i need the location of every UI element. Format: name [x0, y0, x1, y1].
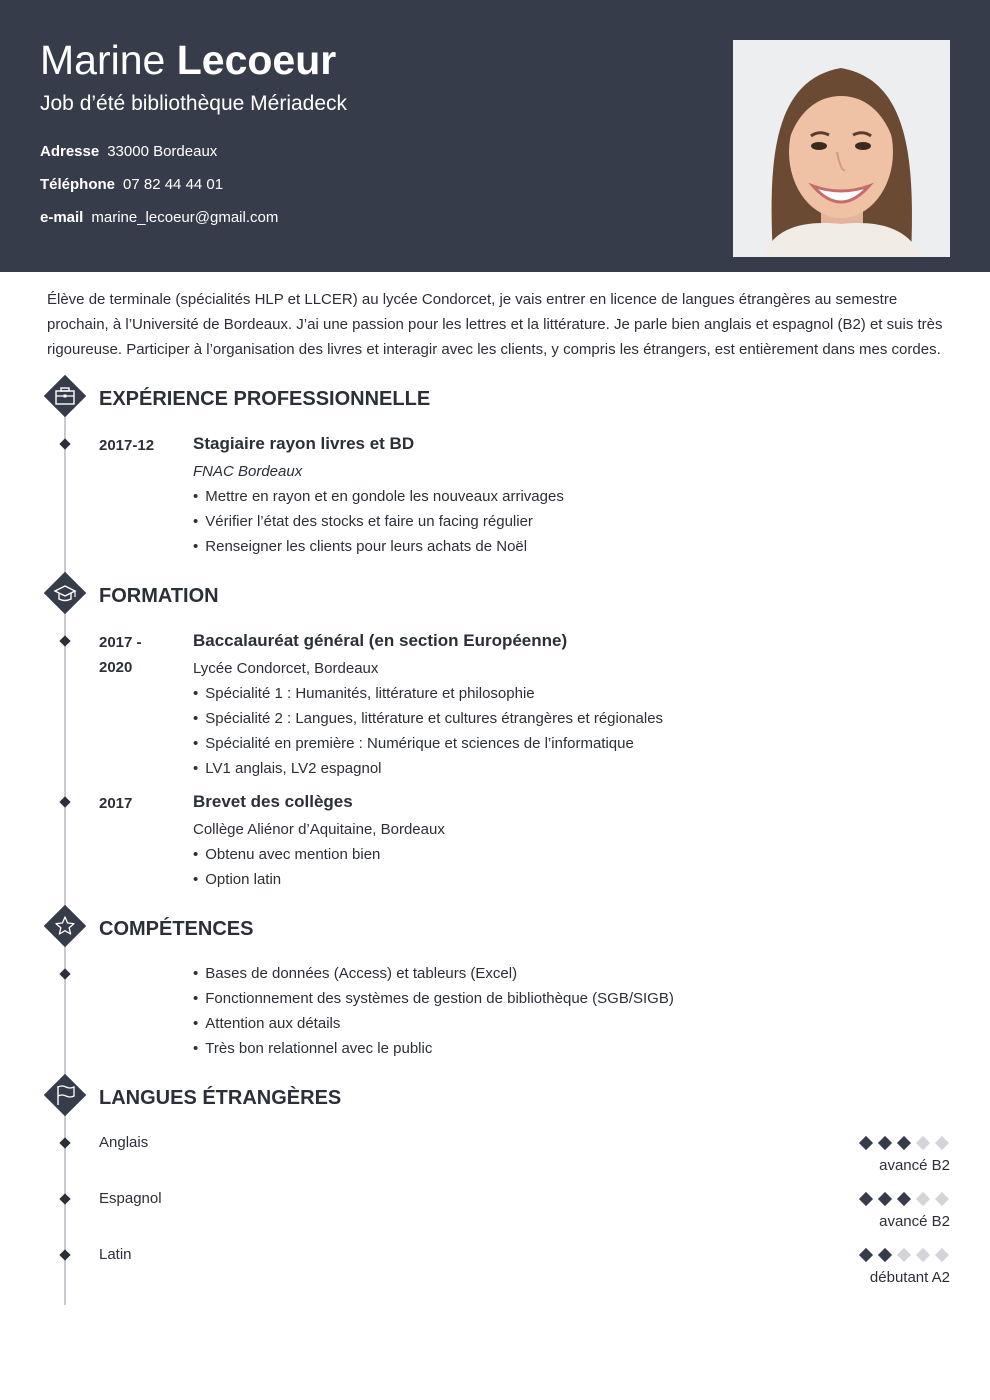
timeline-dot — [59, 1248, 71, 1260]
list-item: • Obtenu avec mention bien — [193, 842, 380, 867]
timeline-dot — [59, 634, 71, 646]
contact-phone — [40, 175, 223, 195]
contact-label: e-mail — [40, 209, 84, 226]
rating-diamond-filled — [859, 1136, 873, 1150]
language-level: avancé B2 — [879, 1157, 950, 1174]
timeline-line — [64, 398, 66, 1305]
list-item: • Vérifier l’état des stocks et faire un facing régulier — [193, 509, 564, 534]
entry-bullets — [193, 842, 380, 892]
candidate-name — [40, 36, 336, 84]
resume-header — [0, 0, 990, 272]
language-rating — [857, 1190, 952, 1208]
list-item: • Fonctionnement des systèmes de gestion de bibliothèque (SGB/SIGB) — [193, 986, 674, 1011]
section-title-skills: COMPÉTENCES — [99, 918, 254, 940]
entry-bullets — [193, 484, 564, 559]
list-item: • Spécialité 1 : Humanités, littérature et philosophie — [193, 681, 663, 706]
entry-organization: Lycée Condorcet, Bordeaux — [193, 660, 379, 677]
entry-date — [99, 630, 142, 680]
rating-diamond-empty — [935, 1248, 949, 1262]
star-icon — [44, 905, 86, 947]
list-item: • Option latin — [193, 867, 380, 892]
entry-title: Baccalauréat général (en section Européenne) — [193, 631, 568, 650]
first-name: Marine — [40, 37, 166, 83]
entry-organization: Collège Aliénor d’Aquitaine, Bordeaux — [193, 821, 445, 838]
timeline-dot — [59, 795, 71, 807]
contact-email — [40, 208, 278, 228]
date-end: 2020 — [99, 659, 133, 676]
rating-diamonds — [857, 1134, 952, 1152]
rating-diamond-empty — [916, 1136, 930, 1150]
rating-diamonds — [857, 1246, 952, 1264]
section-title-languages: LANGUES ÉTRANGÈRES — [99, 1087, 342, 1109]
skills-list — [193, 961, 674, 1061]
profile-photo — [733, 40, 950, 257]
language-rating — [857, 1246, 952, 1264]
rating-diamond-filled — [859, 1248, 873, 1262]
contact-address — [40, 142, 217, 162]
list-item: • Bases de données (Access) et tableurs (Excel) — [193, 961, 674, 986]
entry-title: Brevet des collèges — [193, 792, 353, 811]
language-name: Espagnol — [99, 1190, 162, 1207]
entry-date: 2017-12 — [99, 437, 155, 454]
list-item: • Spécialité en première : Numérique et sciences de l’informatique — [193, 731, 663, 756]
language-name: Latin — [99, 1246, 132, 1263]
entry-organization: FNAC Bordeaux — [193, 463, 303, 480]
contact-value[interactable]: marine_lecoeur@gmail.com — [91, 209, 279, 226]
entry-date: 2017 — [99, 795, 133, 812]
rating-diamond-filled — [878, 1192, 892, 1206]
list-item: • Attention aux détails — [193, 1011, 674, 1036]
timeline-dot — [59, 437, 71, 449]
rating-diamond-filled — [859, 1192, 873, 1206]
briefcase-icon — [44, 375, 86, 417]
rating-diamond-empty — [935, 1136, 949, 1150]
language-rating — [857, 1134, 952, 1152]
entry-bullets — [193, 681, 663, 781]
language-level: débutant A2 — [869, 1269, 950, 1286]
timeline-dot — [59, 1136, 71, 1148]
portrait-illustration — [733, 40, 950, 257]
profile-summary: Élève de terminale (spécialités HLP et LLCER) au lycée Condorcet, je vais entrer en licence de langues étrangères au semestre prochain, à l’Université de Bordeaux. J’ai une passion pour les lettres et la littérature. Je parle bien anglais et espagnol (B2) et suis très rigoureuse. Participer à l’organisation des livres et interagir avec les clients, y compris les étrangers, est entièrement dans mes cordes. — [47, 291, 943, 358]
list-item: • LV1 anglais, LV2 espagnol — [193, 756, 663, 781]
rating-diamond-empty — [935, 1192, 949, 1206]
list-item: • Mettre en rayon et en gondole les nouveaux arrivages — [193, 484, 564, 509]
section-title-education: FORMATION — [99, 585, 219, 607]
entry-title: Stagiaire rayon livres et BD — [193, 434, 415, 453]
rating-diamond-filled — [878, 1248, 892, 1262]
rating-diamond-empty — [897, 1248, 911, 1262]
contact-value: 33000 Bordeaux — [107, 143, 218, 160]
last-name: Lecoeur — [176, 37, 337, 83]
rating-diamond-empty — [916, 1192, 930, 1206]
list-item: • Spécialité 2 : Langues, littérature et cultures étrangères et régionales — [193, 706, 663, 731]
contact-label: Téléphone — [40, 176, 116, 193]
language-level: avancé B2 — [879, 1213, 950, 1230]
list-item: • Très bon relationnel avec le public — [193, 1036, 674, 1061]
contact-value: 07 82 44 44 01 — [123, 176, 224, 193]
section-title-experience: EXPÉRIENCE PROFESSIONNELLE — [99, 388, 431, 410]
graduation-cap-icon — [44, 572, 86, 614]
language-name: Anglais — [99, 1134, 149, 1151]
timeline-dot — [59, 1192, 71, 1204]
rating-diamond-empty — [916, 1248, 930, 1262]
list-item: • Renseigner les clients pour leurs achats de Noël — [193, 534, 564, 559]
flag-icon — [44, 1074, 86, 1116]
job-title: Job d’été bibliothèque Mériadeck — [40, 92, 348, 115]
rating-diamonds — [857, 1190, 952, 1208]
contact-label: Adresse — [40, 143, 100, 160]
rating-diamond-filled — [897, 1136, 911, 1150]
rating-diamond-filled — [897, 1192, 911, 1206]
date-start: 2017 - — [99, 634, 142, 651]
timeline-dot — [59, 967, 71, 979]
rating-diamond-filled — [878, 1136, 892, 1150]
